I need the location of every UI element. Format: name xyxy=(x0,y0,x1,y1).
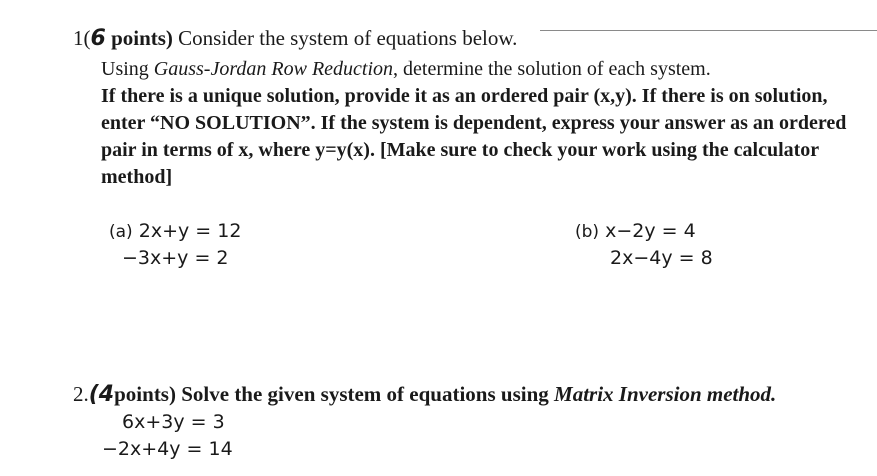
instruction-line-1 xyxy=(101,56,871,83)
question-2-text: Solve the given system of equations using xyxy=(175,382,555,406)
instruction-line-1-suffix: , determine the solution of each system. xyxy=(393,58,711,80)
question-2-equation-2: −2x+4y = 14 xyxy=(102,438,233,460)
question-2-equation-1: 6x+3y = 3 xyxy=(122,411,225,433)
question-1-handwritten-points: 6 xyxy=(90,26,106,51)
part-b-label: (b) xyxy=(575,222,600,242)
part-a-equation-1: 2x+y = 12 xyxy=(138,220,242,242)
instruction-line-3: enter “NO SOLUTION”. If the system is dependent, express your answer as an ordered xyxy=(101,112,847,134)
question-1-intro: Consider the system of equations below. xyxy=(178,26,518,50)
header-rule xyxy=(540,30,877,31)
question-2-handwritten-points: (4 xyxy=(88,382,115,407)
instruction-line-1-prefix: Using xyxy=(101,58,154,80)
instruction-line-4: pair in terms of x, where y=y(x). [Make sure to check your work using the calculator xyxy=(101,139,820,161)
part-b-equation-1-row xyxy=(575,218,696,246)
part-a-equation-1-row xyxy=(109,218,241,246)
question-1-instructions xyxy=(101,56,871,191)
question-2-method: Matrix Inversion method. xyxy=(554,382,777,406)
part-a-label: (a) xyxy=(109,222,133,242)
question-1-heading xyxy=(73,25,517,52)
question-2-number: 2. xyxy=(73,382,89,406)
question-1-points-label: points) xyxy=(111,26,173,50)
method-name: Gauss-Jordan Row Reduction xyxy=(153,58,394,80)
question-1-number: 1( xyxy=(73,26,91,50)
part-b-equation-2: 2x−4y = 8 xyxy=(610,247,713,269)
instruction-line-2: If there is a unique solution, provide it as an ordered pair (x,y). If there is on solution, xyxy=(101,85,828,107)
question-2-heading xyxy=(73,381,776,408)
part-b-equation-1: x−2y = 4 xyxy=(605,220,696,242)
instruction-line-5: method] xyxy=(101,166,173,188)
question-2-points-label: points) xyxy=(114,382,176,406)
part-a-equation-2: −3x+y = 2 xyxy=(122,247,229,269)
